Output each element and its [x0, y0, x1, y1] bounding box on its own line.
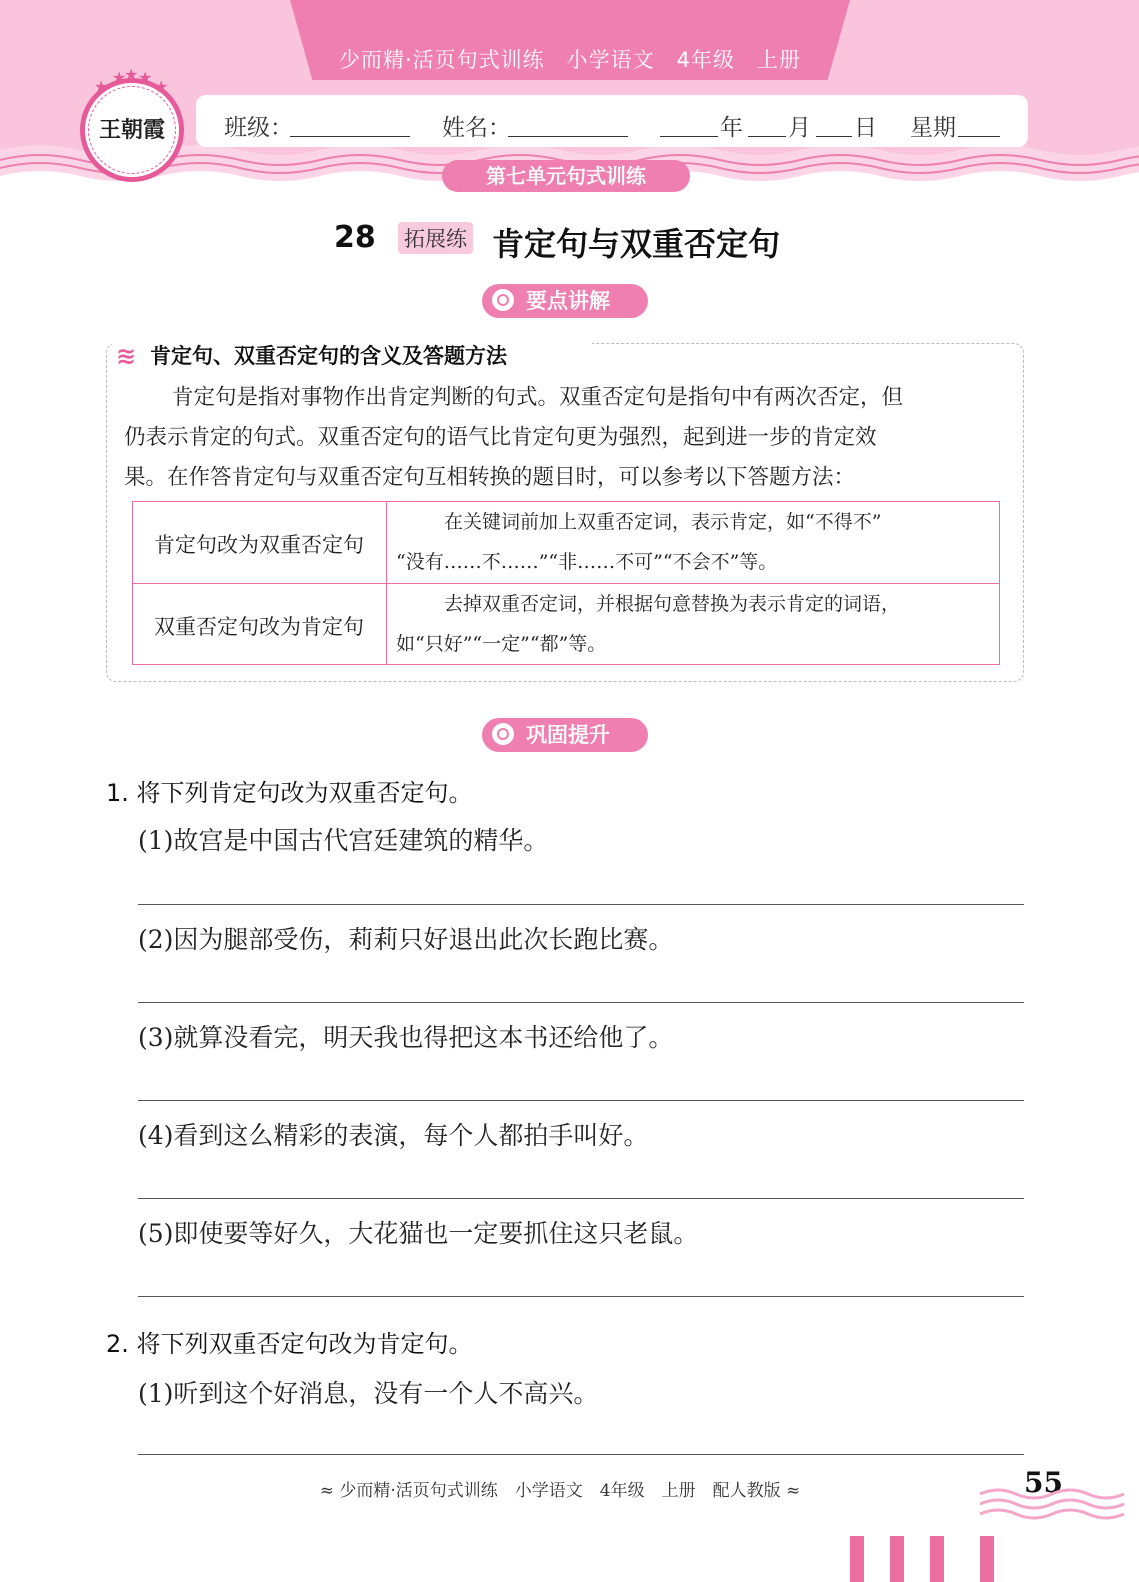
- medal-icon: [492, 723, 514, 745]
- star-icon: ★: [124, 65, 139, 84]
- star-icon: ★: [154, 77, 169, 96]
- page-number: 55: [1024, 1466, 1063, 1499]
- table-row-method: 去掉双重否定词，并根据句意替换为表示肯定的词语，: [444, 593, 901, 615]
- table-row-type: 肯定句改为双重否定句: [154, 533, 364, 557]
- decorative-bar: [850, 1536, 864, 1582]
- name-blank[interactable]: [508, 136, 628, 137]
- wave-icon: ≋: [116, 342, 137, 370]
- answer-line[interactable]: [138, 1454, 1024, 1455]
- paragraph-line: 仍表示肯定的句式。双重否定句的语气比肯定句更为强烈，起到进一步的肯定效: [124, 425, 877, 450]
- exercise-item: (5)即使要等好久，大花猫也一定要抓住这只老鼠。: [138, 1219, 699, 1248]
- section-pill-label: 巩固提升: [526, 723, 610, 747]
- star-icon: ★: [112, 68, 127, 87]
- paragraph-line: 果。在作答肯定句与双重否定句互相转换的题目时，可以参考以下答题方法：: [124, 465, 856, 490]
- decorative-bar: [980, 1536, 994, 1582]
- logo-text: 王朝霞: [98, 117, 165, 143]
- star-icon: ★: [94, 77, 109, 96]
- day-label: 日: [854, 115, 877, 141]
- month-label: 月: [788, 115, 811, 141]
- section-pill-label: 要点讲解: [526, 289, 610, 313]
- exercise-item: (2)因为腿部受伤，莉莉只好退出此次长跑比赛。: [138, 925, 674, 954]
- year-label: 年: [720, 115, 743, 141]
- day-blank[interactable]: [816, 136, 852, 137]
- answer-line[interactable]: [138, 1296, 1024, 1297]
- year-blank[interactable]: [660, 136, 718, 137]
- section-pill-practice: [482, 718, 648, 752]
- exercise-item: (1)故宫是中国古代宫廷建筑的精华。: [138, 826, 549, 855]
- footer-wave-decoration: [980, 1484, 1130, 1524]
- book-title: 少而精·活页句式训练 小学语文 4年级 上册: [338, 48, 802, 72]
- weekday-blank[interactable]: [958, 136, 1000, 137]
- answer-line[interactable]: [138, 1198, 1024, 1199]
- footer-text: ≈ 少而精·活页句式训练 小学语文 4年级 上册 配人教版 ≈: [319, 1481, 801, 1501]
- decorative-bar: [890, 1536, 904, 1582]
- paragraph-line: 肯定句是指对事物作出肯定判断的句式。双重否定句是指句中有两次否定，但: [172, 385, 904, 410]
- exercise-item: (3)就算没看完，明天我也得把这本书还给他了。: [138, 1023, 674, 1052]
- lesson-title: 肯定句与双重否定句: [492, 225, 781, 263]
- answer-line[interactable]: [138, 1100, 1024, 1101]
- table-row-method: 如“只好”“一定”“都”等。: [396, 633, 607, 655]
- table-row-type: 双重否定句改为肯定句: [154, 615, 364, 639]
- lesson-number: 28: [334, 220, 376, 255]
- exercise-item: (4)看到这么精彩的表演，每个人都拍手叫好。: [138, 1121, 649, 1150]
- question-1-title: 1. 将下列肯定句改为双重否定句。: [106, 779, 473, 807]
- question-2-title: 2. 将下列双重否定句改为肯定句。: [106, 1330, 473, 1358]
- star-icon: ★: [138, 68, 153, 87]
- lesson-tag: 拓展练: [398, 222, 473, 254]
- answer-line[interactable]: [138, 904, 1024, 905]
- weekday-label: 星期: [910, 115, 956, 141]
- medal-icon: [492, 289, 514, 311]
- table-row-method: 在关键词前加上双重否定词，表示肯定，如“不得不”: [444, 511, 882, 533]
- name-label: 姓名：: [442, 115, 511, 141]
- unit-badge: 第七单元句式训练: [442, 160, 690, 192]
- section-pill-key-points: [482, 284, 648, 318]
- exercise-item: (1)听到这个好消息，没有一个人不高兴。: [138, 1379, 599, 1408]
- decorative-bar: [930, 1536, 944, 1582]
- student-info-bar: [196, 95, 1028, 147]
- class-label: 班级：: [224, 115, 293, 141]
- explanation-heading: 肯定句、双重否定句的含义及答题方法: [150, 344, 507, 368]
- table-row-method: “没有……不……”“非……不可”“不会不”等。: [396, 551, 778, 573]
- month-blank[interactable]: [748, 136, 786, 137]
- class-blank[interactable]: [290, 136, 410, 137]
- answer-line[interactable]: [138, 1002, 1024, 1003]
